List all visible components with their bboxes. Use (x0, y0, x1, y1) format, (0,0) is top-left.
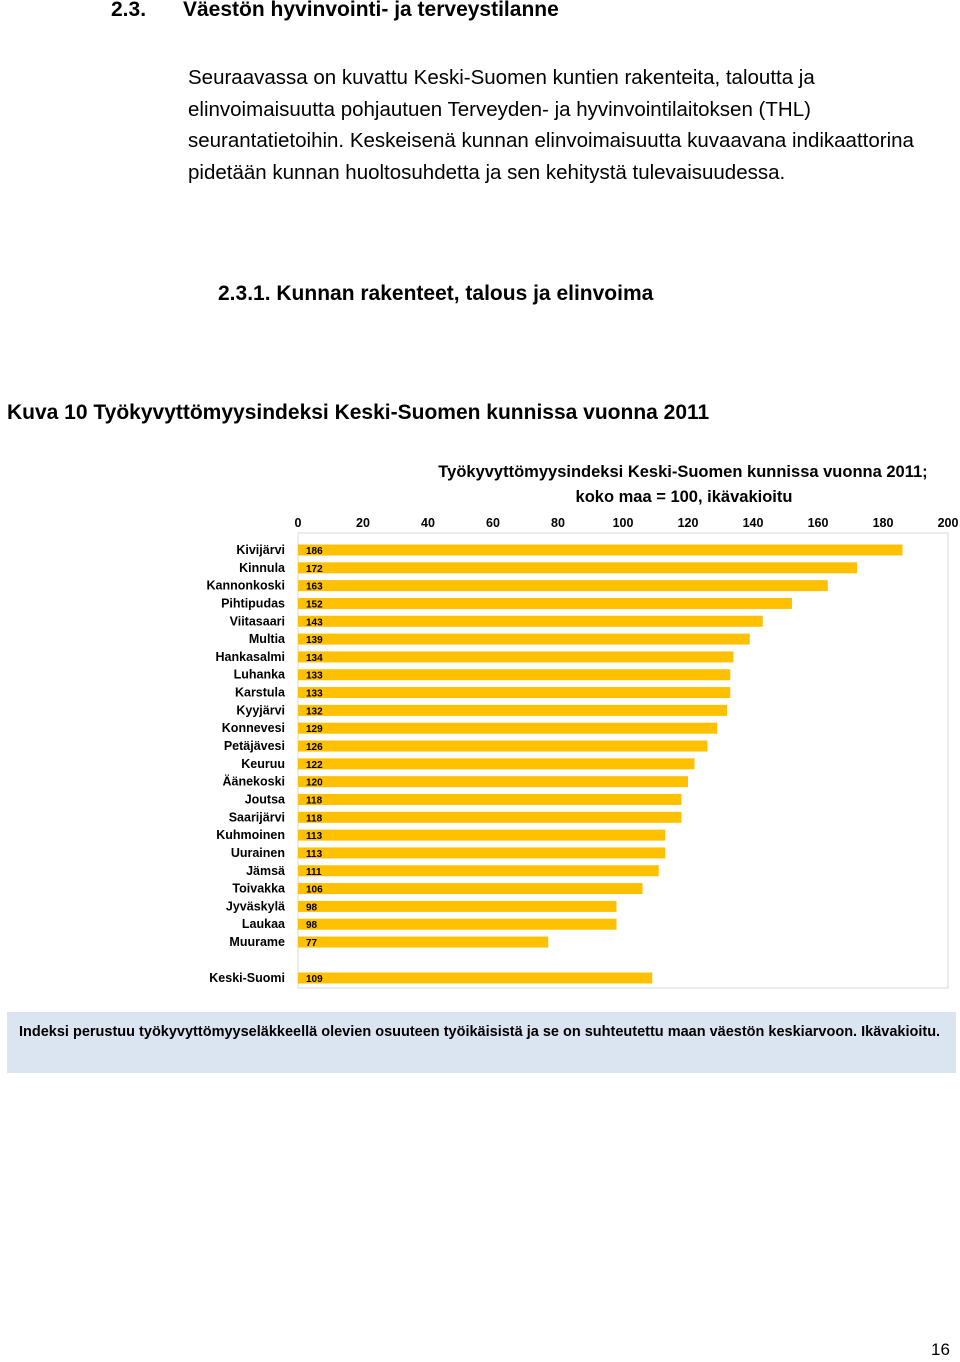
subsection-heading: 2.3.1. Kunnan rakenteet, talous ja elinvoima (218, 282, 654, 305)
bar (298, 616, 763, 627)
data-label: 186 (306, 546, 323, 557)
category-label: Kinnula (239, 560, 285, 575)
data-label: 77 (306, 938, 318, 950)
category-label: Kuhmoinen (216, 828, 285, 843)
data-label: 98 (306, 920, 318, 932)
bar (298, 669, 730, 680)
bar (298, 847, 665, 858)
bar-total (298, 973, 652, 984)
x-tick-label: 40 (421, 516, 435, 530)
data-label: 126 (306, 742, 323, 754)
x-tick-label: 100 (612, 516, 634, 530)
bar (298, 794, 682, 805)
category-label: Karstula (234, 685, 285, 700)
category-label: Jyväskylä (225, 899, 285, 914)
category-label-total: Keski-Suomi (209, 971, 285, 985)
category-label: Kyyjärvi (236, 703, 285, 718)
data-label: 111 (306, 866, 322, 878)
section-title: Väestön hyvinvointi- ja terveystilanne (183, 0, 559, 21)
bar (298, 687, 730, 698)
x-tick-label: 200 (937, 516, 959, 530)
bar (298, 758, 695, 769)
bar (298, 812, 682, 823)
bar (298, 562, 857, 573)
intro-paragraph: Seuraavassa on kuvattu Keski-Suomen kuntien rakenteita, taloutta ja elinvoimaisuutta pohjautuen Terveyden- ja hyvinvointilaitoksen (THL) seurantatietoihin. Keskeisenä kunnan elinvoimaisuutta kuvaavana indikaattorina pidetään kunnan huoltosuhdetta ja sen kehitystä tulevaisuudessa. (188, 66, 914, 184)
page-number: 16 (931, 1340, 950, 1359)
bar (298, 919, 617, 930)
x-tick-label: 60 (486, 516, 500, 530)
x-tick-label: 180 (872, 516, 894, 530)
bar (298, 865, 659, 876)
x-tick-label: 80 (551, 516, 565, 530)
x-tick-label: 20 (356, 516, 370, 530)
figure-caption: Kuva 10 Työkyvyttömyysindeksi Keski-Suomen kunnissa vuonna 2011 (7, 401, 710, 424)
category-label: Kannonkoski (206, 578, 285, 593)
chart-note: Indeksi perustuu työkyvyttömyyseläkkeellä olevien osuuteen työikäisistä ja se on suhteutettu maan väestön keskiarvoon. Ikävakioitu. (7, 1012, 956, 1073)
data-label: 134 (306, 652, 323, 664)
data-label: 143 (306, 617, 323, 629)
category-label: Toivakka (232, 881, 285, 896)
bar (298, 723, 717, 734)
category-label: Luhanka (233, 667, 285, 682)
category-label: Laukaa (241, 917, 285, 932)
data-label: 118 (306, 813, 323, 825)
data-label: 118 (306, 795, 323, 807)
data-label: 139 (306, 635, 323, 647)
category-label: Saarijärvi (228, 810, 285, 825)
data-label: 113 (306, 831, 323, 843)
data-label: 129 (306, 724, 323, 736)
section-number: 2.3. (111, 0, 147, 21)
bar (298, 651, 734, 662)
data-label: 172 (306, 563, 323, 575)
data-label: 132 (306, 706, 323, 718)
x-tick-label: 160 (807, 516, 829, 530)
bar (298, 830, 665, 841)
data-label: 133 (306, 670, 323, 682)
bar (298, 901, 617, 912)
bar (298, 741, 708, 752)
bar-chart (0, 455, 960, 1000)
bar (298, 598, 792, 609)
category-label: Kivijärvi (236, 543, 285, 557)
category-label: Pihtipudas (221, 596, 285, 611)
data-label: 98 (306, 902, 318, 914)
data-label: 152 (306, 599, 323, 611)
chart-title-line-2: koko maa = 100, ikävakioitu (575, 488, 793, 506)
category-label: Äänekoski (222, 774, 285, 789)
data-label: 106 (306, 884, 323, 896)
category-label: Uurainen (230, 845, 285, 860)
x-tick-label: 140 (742, 516, 764, 530)
category-label: Konnevesi (221, 721, 285, 736)
bar (298, 545, 903, 556)
category-label: Keuruu (241, 756, 285, 771)
bar (298, 634, 750, 645)
data-label-total: 109 (306, 974, 323, 985)
bar (298, 705, 727, 716)
data-label: 133 (306, 688, 323, 700)
category-label: Joutsa (244, 792, 285, 807)
category-label: Viitasaari (229, 614, 285, 629)
bar (298, 580, 828, 591)
category-label: Multia (248, 632, 285, 647)
chart-title-line-1: Työkyvyttömyysindeksi Keski-Suomen kunnissa vuonna 2011; (438, 463, 928, 481)
x-tick-label: 0 (294, 516, 302, 530)
category-label: Petäjävesi (223, 739, 285, 754)
data-label: 120 (306, 777, 323, 789)
section-heading (111, 0, 559, 22)
category-label: Jämsä (246, 863, 285, 878)
data-label: 113 (306, 848, 323, 860)
bar (298, 883, 643, 894)
x-tick-label: 120 (677, 516, 699, 530)
data-label: 122 (306, 759, 323, 771)
bar (298, 937, 548, 948)
bar (298, 776, 688, 787)
data-label: 163 (306, 581, 323, 593)
category-label: Muurame (229, 935, 285, 950)
category-label: Hankasalmi (215, 649, 285, 664)
